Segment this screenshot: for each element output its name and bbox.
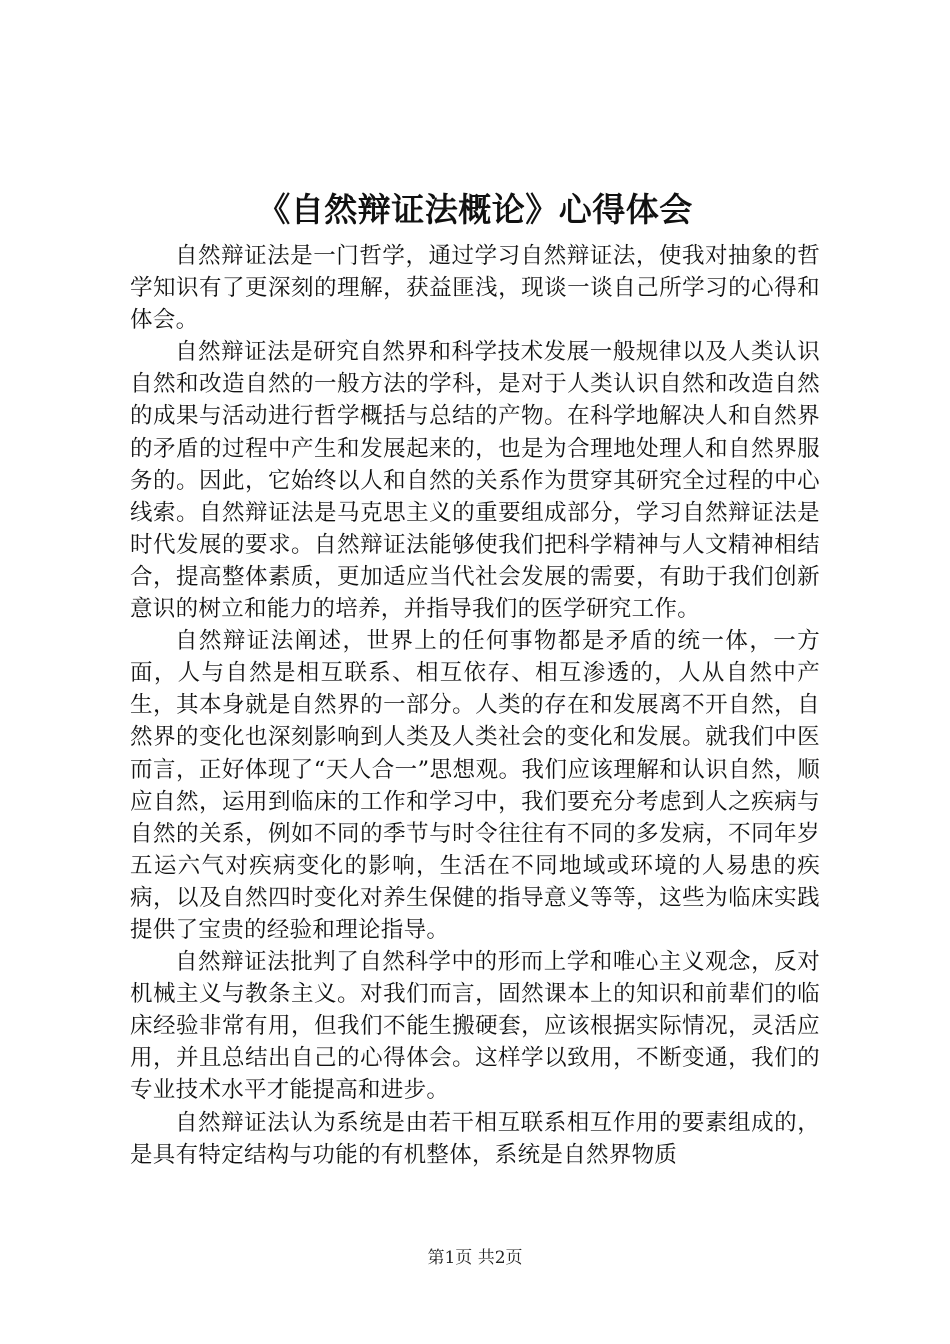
paragraph-5: 自然辩证法认为系统是由若干相互联系相互作用的要素组成的，是具有特定结构与功能的有机整体，系统是自然界物质 [130, 1109, 820, 1168]
document-body [130, 240, 820, 1171]
paragraph-1: 自然辩证法是一门哲学，通过学习自然辩证法，使我对抽象的哲学知识有了更深刻的理解，获益匪浅，现谈一谈自己所学习的心得和体会。 [130, 243, 820, 334]
page-number-footer: 第1页 共2页 [427, 1248, 523, 1268]
paragraph-3: 自然辩证法阐述，世界上的任何事物都是矛盾的统一体，一方面，人与自然是相互联系、相互依存、相互渗透的，人从自然中产生，其本身就是自然界的一部分。人类的存在和发展离不开自然，自然界的变化也深刻影响到人类及人类社会的变化和发展。就我们中医而言，正好体现了“天人合一”思想观。我们应该理解和认识自然，顺应自然，运用到临床的工作和学习中，我们要充分考虑到人之疾病与自然的关系，例如不同的季节与时令往往有不同的多发病，不同年岁五运六气对疾病变化的影响，生活在不同地域或环境的人易患的疾病，以及自然四时变化对养生保健的指导意义等等，这些为临床实践提供了宝贵的经验和理论指导。 [130, 628, 820, 943]
paragraph-4: 自然辩证法批判了自然科学中的形而上学和唯心主义观念，反对机械主义与教条主义。对我们而言，固然课本上的知识和前辈们的临床经验非常有用，但我们不能生搬硬套，应该根据实际情况，灵活应用，并且总结出自己的心得体会。这样学以致用，不断变通，我们的专业技术水平才能提高和进步。 [130, 949, 820, 1104]
paragraph-2: 自然辩证法是研究自然界和科学技术发展一般规律以及人类认识自然和改造自然的一般方法的学科，是对于人类认识自然和改造自然的成果与活动进行哲学概括与总结的产物。在科学地解决人和自然界的矛盾的过程中产生和发展起来的，也是为合理地处理人和自然界服务的。因此，它始终以人和自然的关系作为贯穿其研究全过程的中心线索。自然辩证法是马克思主义的重要组成部分，学习自然辩证法是时代发展的要求。自然辩证法能够使我们把科学精神与人文精神相结合，提高整体素质，更加适应当代社会发展的需要，有助于我们创新意识的树立和能力的培养，并指导我们的医学研究工作。 [130, 339, 820, 623]
document-title: 《自然辩证法概论》心得体会 [257, 190, 693, 229]
